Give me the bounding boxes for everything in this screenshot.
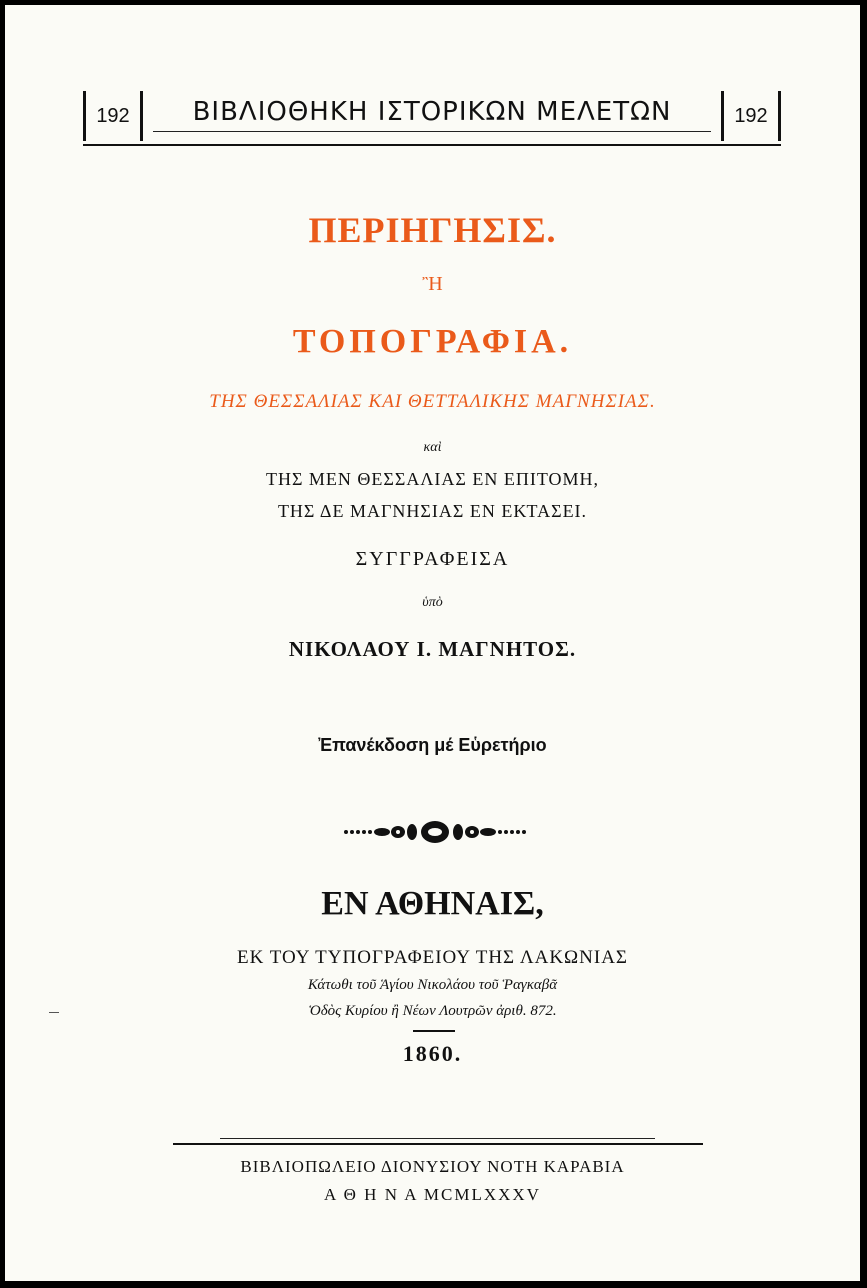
publisher-rule-inner bbox=[220, 1138, 655, 1139]
series-number-right: 192 bbox=[721, 91, 781, 141]
series-number-left: 192 bbox=[83, 91, 143, 141]
reissue-note: Ἐπανέκδοση μέ Εὑρετήριο bbox=[318, 735, 547, 755]
main-title: ΠΕΡΙΗΓΗΣΙΣ. bbox=[308, 210, 557, 250]
series-underline bbox=[153, 131, 711, 132]
ornament-divider bbox=[340, 819, 530, 845]
margin-mark bbox=[49, 1012, 59, 1013]
imprint-city: ΕΝ ΑΘΗΝΑΙΣ, bbox=[321, 885, 544, 922]
imprint-year: 1860. bbox=[402, 1041, 463, 1066]
series-title: ΒΙΒΛΙΟΘΗΚΗ ΙΣΤΟΡΙΚΩΝ ΜΕΛΕΤΩΝ bbox=[192, 97, 672, 127]
imprint-address-2: Ὁδὸς Κυρίου ἢ Νέων Λουτρῶν ἀριθ. 872. bbox=[308, 1003, 557, 1019]
publisher-place-year: Α Θ Η Ν Α MCMLXXXV bbox=[324, 1185, 541, 1204]
thessaly-line: ΤΗΣ ΜΕΝ ΘΕΣΣΑΛΙΑΣ ΕΝ ΕΠΙΤΟΜΗ, bbox=[265, 469, 600, 489]
author-name: ΝΙΚΟΛΑΟΥ Ι. ΜΑΓΝΗΤΟΣ. bbox=[288, 637, 577, 661]
series-bottom-rule bbox=[83, 144, 781, 146]
by-connector: ὑπὸ bbox=[422, 595, 443, 610]
magnesia-line: ΤΗΣ ΔΕ ΜΑΓΝΗΣΙΑΣ ΕΝ ΕΚΤΑΣΕΙ. bbox=[277, 501, 588, 521]
or-connector: Ἢ bbox=[422, 273, 443, 295]
region-line: ΤΗΣ ΘΕΣΣΑΛΙΑΣ ΚΑΙ ΘΕΤΤΑΛΙΚΗΣ ΜΑΓΝΗΣΙΑΣ. bbox=[209, 391, 656, 412]
written-line: ΣΥΓΓΡΑΦΕΙΣΑ bbox=[355, 548, 510, 570]
series-header bbox=[83, 91, 781, 147]
imprint-divider bbox=[413, 1030, 455, 1032]
imprint-address-1: Κάτωθι τοῦ Ἁγίου Νικολάου τοῦ Ῥαγκαβᾶ bbox=[307, 977, 558, 993]
publisher-name: ΒΙΒΛΙΟΠΩΛΕΙΟ ΔΙΟΝΥΣΙΟΥ ΝΟΤΗ ΚΑΡΑΒΙΑ bbox=[240, 1157, 625, 1176]
subtitle: ΤΟΠΟΓΡΑΦΙΑ. bbox=[292, 323, 573, 360]
publisher-rule-top bbox=[173, 1143, 703, 1145]
title-page bbox=[5, 5, 860, 1281]
imprint-printer: ΕΚ ΤΟΥ ΤΥΠΟΓΡΑΦΕΙΟΥ ΤΗΣ ΛΑΚΩΝΙΑΣ bbox=[236, 947, 628, 968]
and-connector: καὶ bbox=[423, 440, 442, 455]
